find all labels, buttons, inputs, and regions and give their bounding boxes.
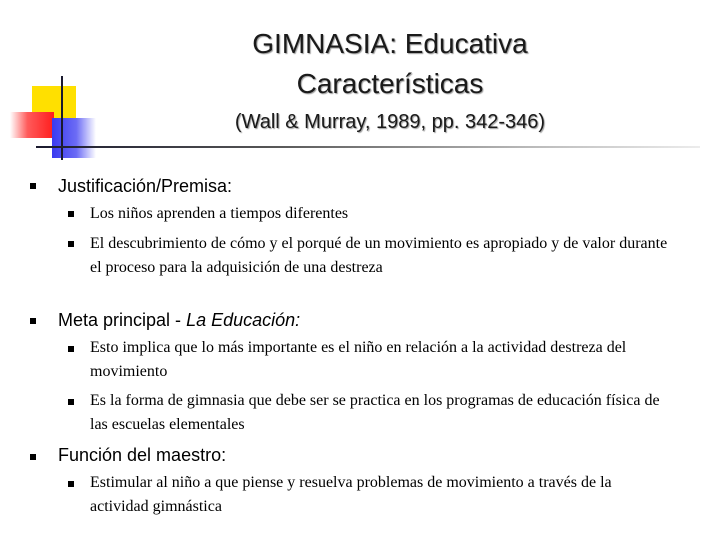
bullet-icon <box>68 346 74 352</box>
bullet-icon <box>68 399 74 405</box>
list-item: Los niños aprenden a tiempos diferentes <box>90 205 349 222</box>
section-heading-justificacion: Justificación/Premisa: <box>58 176 233 196</box>
list-item: Estimular al niño a que piense y resuelva problemas de movimiento a través de la actividad gimnástica <box>90 474 612 515</box>
bullet-icon <box>30 454 36 460</box>
bullet-icon <box>68 211 74 217</box>
list-item: Es la forma de gimnasia que debe ser se practica en los programas de educación física de las escuelas elementales <box>90 392 660 433</box>
title-divider-line <box>36 146 700 148</box>
bullet-icon <box>68 241 74 247</box>
decorative-red-square <box>10 112 54 138</box>
decorative-blue-square <box>52 118 96 158</box>
slide-citation: (Wall & Murray, 1989, pp. 342-346) <box>234 111 546 133</box>
list-item: Esto implica que lo más importante es el niño en relación a la actividad destreza del movimiento <box>90 339 627 380</box>
section-heading-meta-text: Meta principal - <box>58 310 187 330</box>
section-heading-meta-emphasis: La Educación: <box>186 310 301 330</box>
section-heading-meta <box>58 309 300 331</box>
slide-title-line-2: Características <box>296 68 484 99</box>
bullet-icon <box>68 481 74 487</box>
bullet-icon <box>30 183 36 189</box>
list-item: El descubrimiento de cómo y el porqué de un movimiento es apropiado y de valor durante el proceso para la adquisición de una destreza <box>90 235 668 276</box>
slide-title-line-1: GIMNASIA: Educativa <box>252 28 528 59</box>
bullet-icon <box>30 318 36 324</box>
section-heading-funcion: Función del maestro: <box>58 445 227 465</box>
